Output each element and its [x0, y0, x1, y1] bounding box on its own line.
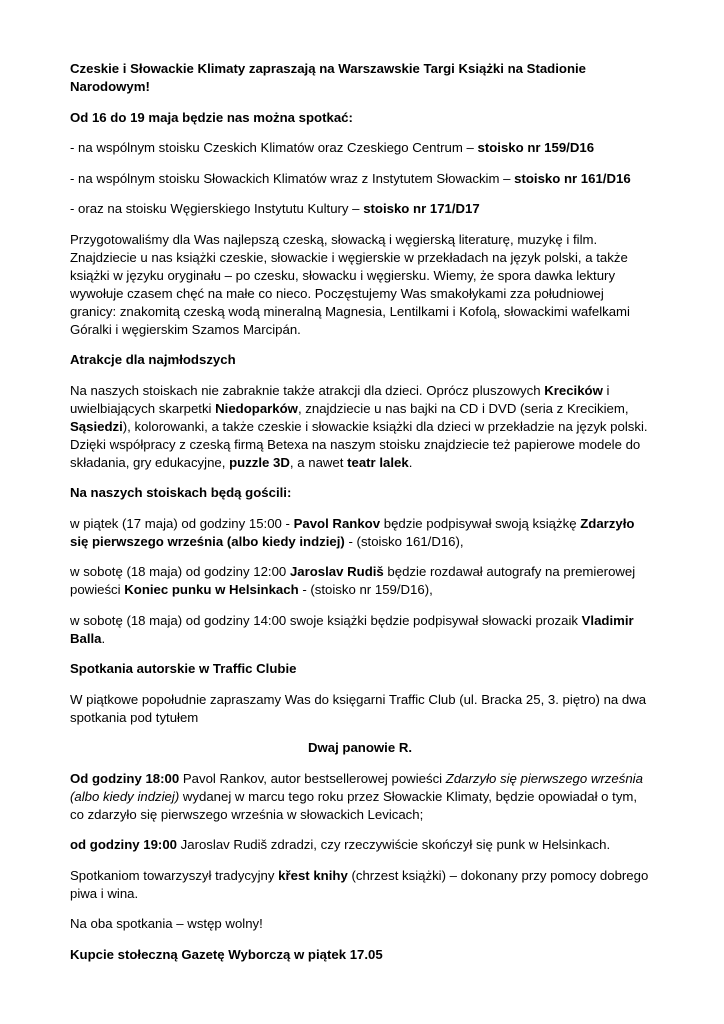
footer-note: Kupcie stołeczną Gazetę Wyborczą w piątek 17.05 [70, 946, 383, 962]
kids-paragraph: Na naszych stoiskach nie zabraknie także atrakcji dla dzieci. Oprócz pluszowych Krecików i uwielbiających skarpetki Niedoparków, znajdziecie u nas bajki na CD i DVD (seria z Krecikiem, Sąsiedzi), kolorowanki, a także czeskie i słowackie książki dla dzieci w przekładzie na język polski. Dzięki współpracy z czeską firmą Betexa na naszym stoisku znajdziecie też papierowe modele do składania, gry edukacyjne, puzzle 3D, a nawet teatr lalek. [70, 382, 648, 470]
document-heading: Czeskie i Słowackie Klimaty zapraszają na Warszawskie Targi Książki na Stadionie Narodowym! [70, 61, 586, 94]
stand-item-3: - oraz na stoisku Węgierskiego Instytutu Kultury – stoisko nr 171/D17 [70, 201, 480, 216]
guest-entry-1: w piątek (17 maja) od godziny 15:00 - Pavol Rankov będzie podpisywał swoją książkę Zdarzyło się pierwszego września (albo kiedy indziej) - (stoisko 161/D16), [70, 515, 635, 549]
club-intro: W piątkowe popołudnie zapraszamy Was do księgarni Traffic Club (ul. Bracka 25, 3. piętro) na dwa spotkania pod tytułem [70, 691, 647, 725]
stand-item-1: - na wspólnym stoisku Czeskich Klimatów oraz Czeskiego Centrum – stoisko nr 159/D16 [70, 140, 595, 155]
guest-entry-2: w sobotę (18 maja) od godziny 12:00 Jaroslav Rudiš będzie rozdawał autografy na premierowej powieści Koniec punku w Helsinkach - (stoisko nr 159/D16), [70, 564, 636, 597]
guest-entry-3: w sobotę (18 maja) od godziny 14:00 swoje książki będzie podpisywał słowacki prozaik Vladimir Balla. [70, 612, 634, 646]
free-entry: Na oba spotkania – wstęp wolny! [70, 916, 263, 931]
dates-line: Od 16 do 19 maja będzie nas można spotkać: [70, 109, 353, 125]
kids-heading: Atrakcje dla najmłodszych [70, 352, 236, 367]
meeting-1: Od godziny 18:00 Pavol Rankov, autor bestsellerowej powieści Zdarzyło się pierwszego września (albo kiedy indziej) wydanej w marcu tego roku przez Słowackie Klimaty, będzie opowiadał o tym, co zdarzyło się pierwszego września w słowackich Levicach; [70, 770, 643, 822]
club-heading: Spotkania autorskie w Traffic Clubie [70, 661, 297, 676]
meeting-2: od godziny 19:00 Jaroslav Rudiš zdradzi, czy rzeczywiście skończył się punk w Helsinkach. [70, 837, 611, 852]
guests-heading: Na naszych stoiskach będą gościli: [70, 485, 292, 500]
intro-paragraph: Przygotowaliśmy dla Was najlepszą czeską, słowacką i węgierską literaturę, muzykę i film. Znajdziecie u nas książki czeskie, słowackie i węgierskie w przekładach na język polski, a także książki w języku oryginału – po czesku, słowacku i węgiersku. Wiemy, że spora dawka lektury wywołuje czasem chęć na małe co nieco. Poczęstujemy Was smakołykami zza południowej granicy: znakomitą czeską wodą mineralną Magnesia, Lentilkami i Kofolą, słowackimi wafelkami Góralki i węgierskim Szamos Marcipán. [70, 231, 630, 337]
document-page [70, 60, 650, 976]
club-title: Dwaj panowie R. [307, 740, 413, 755]
meeting-3: Spotkaniom towarzyszył tradycyjny křest knihy (chrzest książki) – dokonany przy pomocy dobrego piwa i wina. [70, 867, 649, 901]
stand-item-2: - na wspólnym stoisku Słowackich Klimatów wraz z Instytutem Słowackim – stoisko nr 161/D16 [70, 170, 631, 186]
